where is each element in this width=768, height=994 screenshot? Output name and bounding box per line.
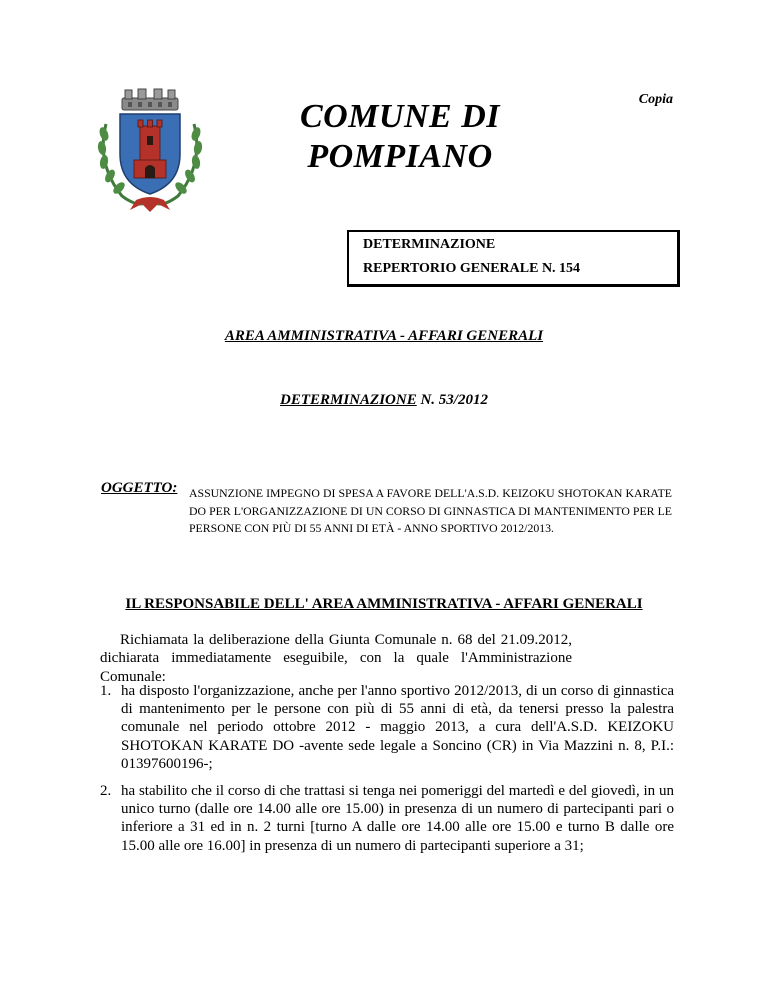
subject-label: OGGETTO: bbox=[101, 480, 178, 496]
list-item-text: ha stabilito che il corso di che trattasi si tenga nei pomeriggi del martedì e del giovedì, in un unico turno (dalle ore 14.00 alle ore 15.00) in presenza di un numero di partecipanti pari o inferiore a 31 ed in n. 2 turni [turno A dalle ore 14.00 alle ore 15.00 e turno B dalle ore 15.00 alle ore 16.00] in presenza di un numero di partecipanti superiore a 31; bbox=[121, 783, 674, 854]
determination-box-line2: REPERTORIO GENERALE N. 154 bbox=[363, 261, 581, 276]
page-title-line1: COMUNE DI bbox=[299, 98, 501, 135]
tower-window bbox=[147, 136, 153, 145]
copy-label: Copia bbox=[638, 92, 673, 107]
determination-box bbox=[347, 230, 680, 287]
list-item-number: 1. bbox=[100, 683, 112, 699]
list-item-text: ha disposto l'organizzazione, anche per l'anno sportivo 2012/2013, di un corso di ginnastica di mantenimento per le persone con più di 55 anni di età, da tenersi presso la palestra comunale nel periodo ottobre 2012 - maggio 2013, a cura dell'A.S.D. KEIZOKU SHOTOKAN KARATE DO -avente sede legale a Soncino (CR) in Via Mazzini n. 8, P.I.: 01397600196-; bbox=[121, 683, 674, 772]
subject-text: ASSUNZIONE IMPEGNO DI SPESA A FAVORE DELL'A.S.D. KEIZOKU SHOTOKAN KARATE DO PER L'ORGANIZZAZIONE DI UN CORSO DI GINNASTICA DI MANTENIMENTO PER LE PERSONE CON PIÙ DI 55 ANNI DI ETÀ - ANNO SPORTIVO 2012/2013. bbox=[189, 486, 672, 536]
determination-number-label: DETERMINAZIONE bbox=[280, 392, 417, 408]
list-item bbox=[100, 682, 674, 773]
ribbon bbox=[130, 197, 170, 212]
responsible-heading: IL RESPONSABILE DELL' AREA AMMINISTRATIVA - AFFARI GENERALI bbox=[125, 596, 643, 612]
municipal-crest-icon bbox=[92, 84, 208, 216]
determination-box-line1: DETERMINAZIONE bbox=[363, 237, 496, 252]
crown bbox=[122, 89, 178, 110]
page-title-line2: POMPIANO bbox=[307, 138, 493, 175]
area-title: AREA AMMINISTRATIVA - AFFARI GENERALI bbox=[224, 328, 544, 344]
list-item bbox=[100, 782, 674, 855]
determination-number-value: N. 53/2012 bbox=[416, 392, 488, 408]
intro-paragraph: Richiamata la deliberazione della Giunta Comunale n. 68 del 21.09.2012, dichiarata immediatamente eseguibile, con la quale l'Amministrazione Comunale: bbox=[100, 632, 572, 685]
list-item-number: 2. bbox=[100, 783, 112, 799]
determination-number bbox=[0, 392, 768, 409]
tower-door bbox=[145, 165, 155, 178]
